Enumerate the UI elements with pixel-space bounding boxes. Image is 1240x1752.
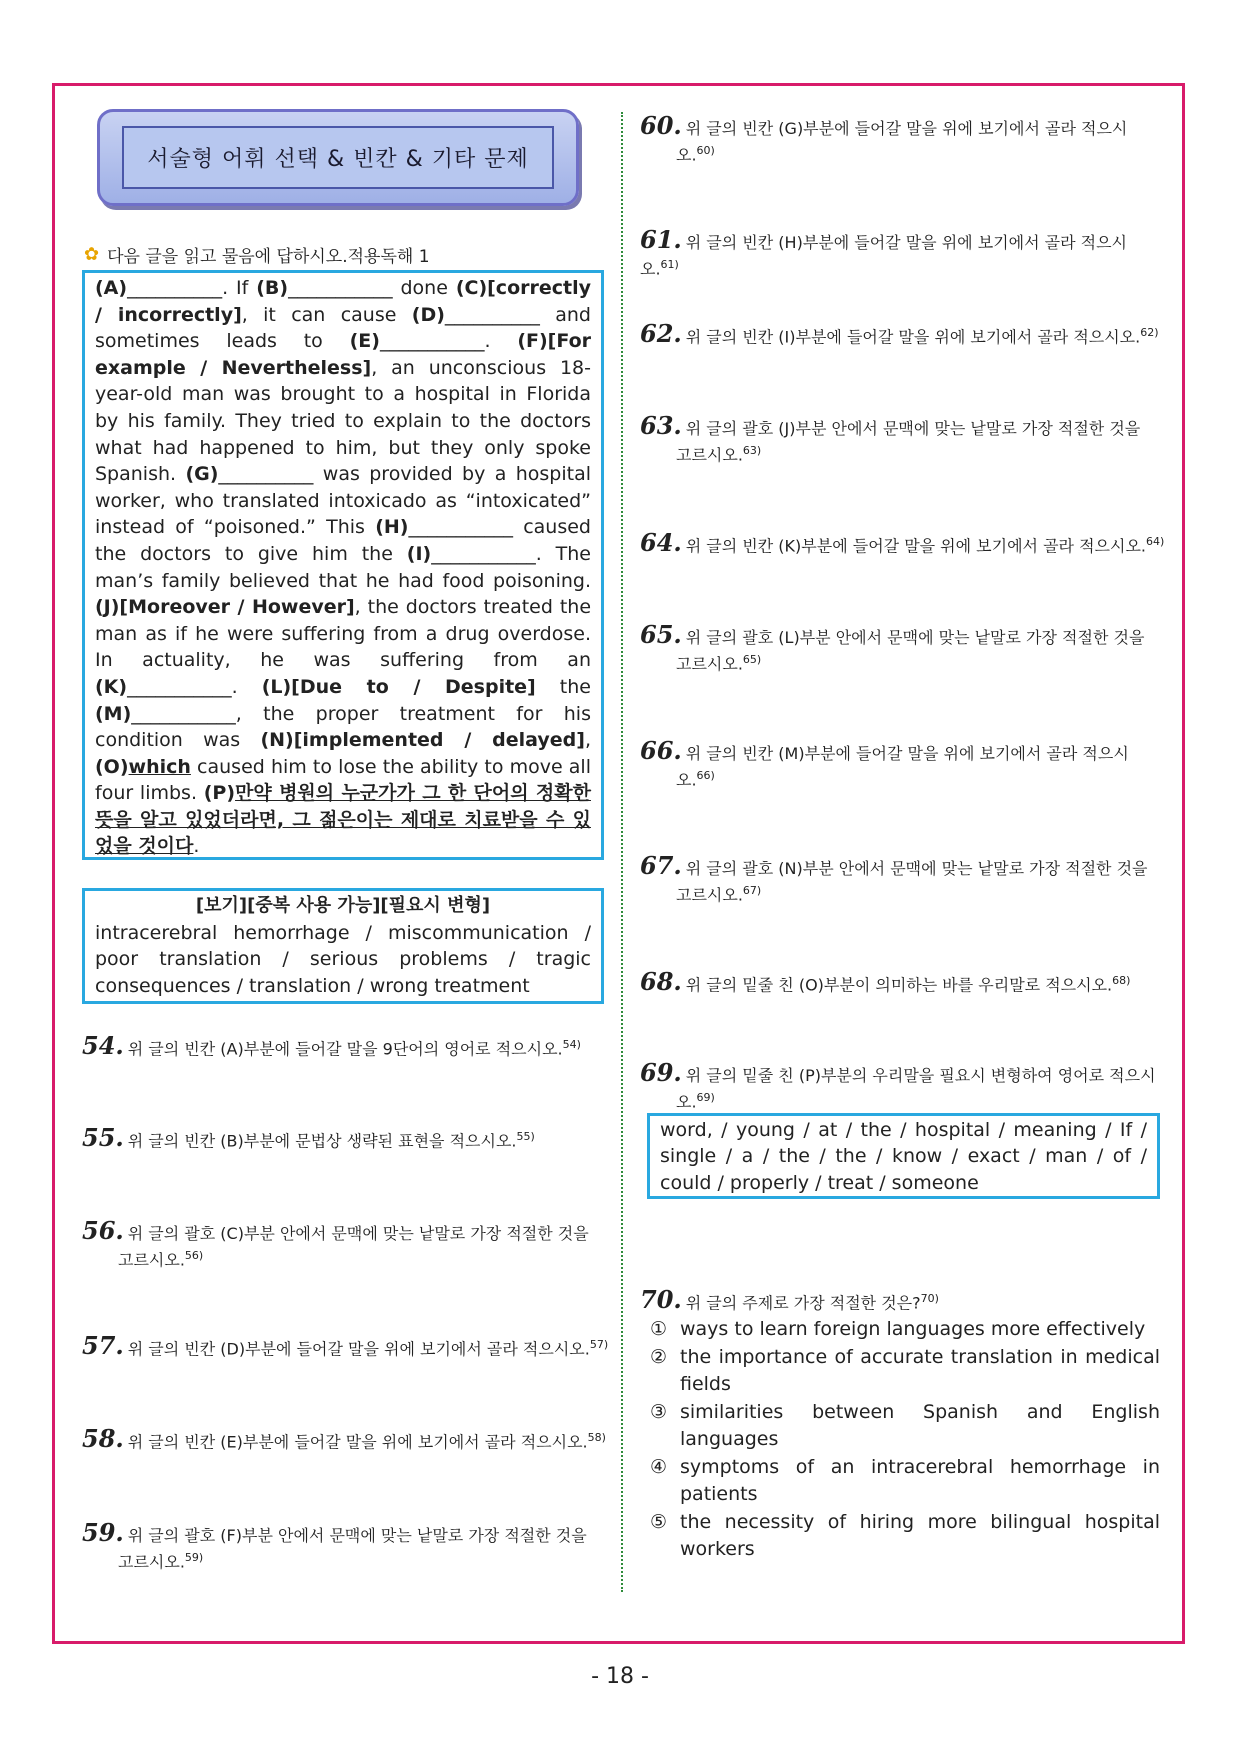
option-1[interactable]: ① ways to learn foreign languages more effectively xyxy=(650,1318,1146,1340)
instruction-text: 다음 글을 읽고 물음에 답하시오.적용독해 1 xyxy=(107,247,430,267)
question-64: 64. 위 글의 빈칸 (K)부분에 들어갈 말을 위에 보기에서 골라 적으시오.$^{64)}$ xyxy=(640,528,1165,558)
choice-bracket: (J)[Moreover / However] xyxy=(95,596,355,619)
passage-text: . xyxy=(193,835,200,858)
word-bank-text: intracerebral hemorrhage / miscommunication / poor translation / serious problems / tragic consequences / translation / wrong treatment xyxy=(95,921,591,997)
question-70: 70. 위 글의 주제로 가장 적절한 것은?$^{70)}$ xyxy=(640,1285,939,1315)
passage-text: , the doctors treated the man as if he were suffering from a drug overdose. In actuality, he was suffering from an xyxy=(95,596,592,672)
passage-text: caused him to lose the ability to move all four limbs. xyxy=(95,755,591,805)
blank-label: (A) xyxy=(95,277,128,299)
option-3[interactable]: ③ similarities between Spanish and English languages xyxy=(650,1400,1160,1450)
blank-label: (I) xyxy=(406,542,432,565)
blank-label: (B) xyxy=(256,277,289,299)
question-58: 58. 위 글의 빈칸 (E)부분에 들어갈 말을 위에 보기에서 골라 적으시오.$^{58)}$ xyxy=(82,1424,606,1454)
question-61: 61. 위 글의 빈칸 (H)부분에 들어갈 말을 위에 보기에서 골라 적으시오.$^{61)}$ xyxy=(640,225,1127,279)
passage-text: __________ and sometimes leads to xyxy=(95,303,591,353)
section-title-box xyxy=(97,109,579,206)
blank-label: (O) xyxy=(95,755,129,778)
blank-label: (M) xyxy=(95,702,132,725)
option-5[interactable]: ⑤ the necessity of hiring more bilingual hospital workers xyxy=(650,1510,1160,1560)
passage-text: ___________. The man’s family believed that he had food poisoning. xyxy=(95,542,591,592)
underlined-word: which xyxy=(128,755,191,778)
reading-passage xyxy=(82,270,604,860)
question-65: 65. 위 글의 괄호 (L)부분 안에서 문맥에 맞는 낱말로 가장 적절한 것을 고르시오.$^{65)}$ xyxy=(640,620,1145,674)
question-55: 55. 위 글의 빈칸 (B)부분에 문법상 생략된 표현을 적으시오.$^{55)}$ xyxy=(82,1123,535,1153)
question-66: 66. 위 글의 빈칸 (M)부분에 들어갈 말을 위에 보기에서 골라 적으시 오.$^{66)}$ xyxy=(640,736,1129,790)
column-divider xyxy=(621,112,623,1592)
option-2[interactable]: ② the importance of accurate translation in medical fields xyxy=(650,1345,1160,1395)
blank-label: (K) xyxy=(95,675,128,698)
page-number: - 18 - xyxy=(591,1664,649,1689)
passage-text: ___________. xyxy=(379,330,518,353)
question-67: 67. 위 글의 괄호 (N)부분 안에서 문맥에 맞는 낱말로 가장 적절한 것을 고르시오.$^{67)}$ xyxy=(640,851,1148,905)
word-bank-box xyxy=(82,888,604,1004)
passage-text: __________ was provided by a hospital worker, who translated intoxicado as “intoxicated” instead of “poisoned.” This xyxy=(95,463,592,539)
passage-text: the xyxy=(535,675,591,698)
instruction-line xyxy=(84,242,430,267)
blank-label: (P) xyxy=(203,782,236,805)
passage-text: , xyxy=(584,729,591,752)
passage-text: ___________ caused the doctors to give him the xyxy=(95,516,591,565)
passage-text: __________. If xyxy=(127,277,257,299)
answer-options xyxy=(650,1316,1160,1564)
passage-text: , an unconscious 18-year-old man was brought to a hospital in Florida by his family. They tried to explain to the doctors what had happened to him, but they only spoke Spanish. xyxy=(95,356,591,486)
question-60: 60. 위 글의 빈칸 (G)부분에 들어갈 말을 위에 보기에서 골라 적으시 오.$^{60)}$ xyxy=(640,111,1128,165)
question-56: 56. 위 글의 괄호 (C)부분 안에서 문맥에 맞는 낱말로 가장 적절한 것을 고르시오.$^{56)}$ xyxy=(82,1216,589,1270)
choice-bracket: (L)[Due to / Despite] xyxy=(261,675,536,698)
question-63: 63. 위 글의 괄호 (J)부분 안에서 문맥에 맞는 낱말로 가장 적절한 것을 고르시오.$^{63)}$ xyxy=(640,411,1141,465)
question-57: 57. 위 글의 빈칸 (D)부분에 들어갈 말을 위에 보기에서 골라 적으시오.$^{57)}$ xyxy=(82,1331,609,1361)
passage-text: ___________, the proper treatment for his condition was xyxy=(95,702,591,752)
question-54: 54. 위 글의 빈칸 (A)부분에 들어갈 말을 9단어의 영어로 적으시오.$^{54)}$ xyxy=(82,1031,581,1061)
question-69: 69. 위 글의 밑줄 친 (P)부분의 우리말을 필요시 변형하여 영어로 적으시 오.$^{69)}$ xyxy=(640,1058,1156,1112)
passage-text: , it can cause xyxy=(241,303,412,326)
blank-label: (G) xyxy=(185,463,219,486)
option-4[interactable]: ④ symptoms of an intracerebral hemorrhage in patients xyxy=(650,1455,1160,1505)
choice-bracket: (C)[correctly / incorrectly] xyxy=(95,277,591,326)
section-title: 서술형 어휘 선택 & 빈칸 & 기타 문제 xyxy=(122,126,554,189)
choice-bracket: (F)[For example / Nevertheless] xyxy=(95,330,591,379)
question-68: 68. 위 글의 밑줄 친 (O)부분이 의미하는 바를 우리말로 적으시오.$^{68)}$ xyxy=(640,967,1131,997)
scrambled-words-box: word, / young / at / the / hospital / meaning / If / single / a / the / the / know / exact / man / of / could / properly / treat / someone xyxy=(647,1113,1160,1199)
blank-label: (D) xyxy=(411,303,445,326)
passage-text: ___________ done xyxy=(288,277,456,299)
blank-label: (E) xyxy=(349,330,380,353)
word-bank-header: [보기][중복 사용 가능][필요시 변형] xyxy=(195,895,491,916)
underlined-korean: 만약 병원의 누군가가 그 한 단어의 정확한 뜻을 알고 있었더라면, 그 젊은이는 제대로 치료받을 수 있었을 것이다 xyxy=(95,782,591,858)
choice-bracket: (N)[implemented / delayed] xyxy=(260,729,585,752)
blank-label: (H) xyxy=(375,516,409,539)
passage-text: ___________. xyxy=(127,675,262,698)
question-59: 59. 위 글의 괄호 (F)부분 안에서 문맥에 맞는 낱말로 가장 적절한 것을 고르시오.$^{59)}$ xyxy=(82,1518,587,1572)
flower-icon: ✿ xyxy=(84,244,100,265)
question-62: 62. 위 글의 빈칸 (I)부분에 들어갈 말을 위에 보기에서 골라 적으시오.$^{62)}$ xyxy=(640,319,1159,349)
